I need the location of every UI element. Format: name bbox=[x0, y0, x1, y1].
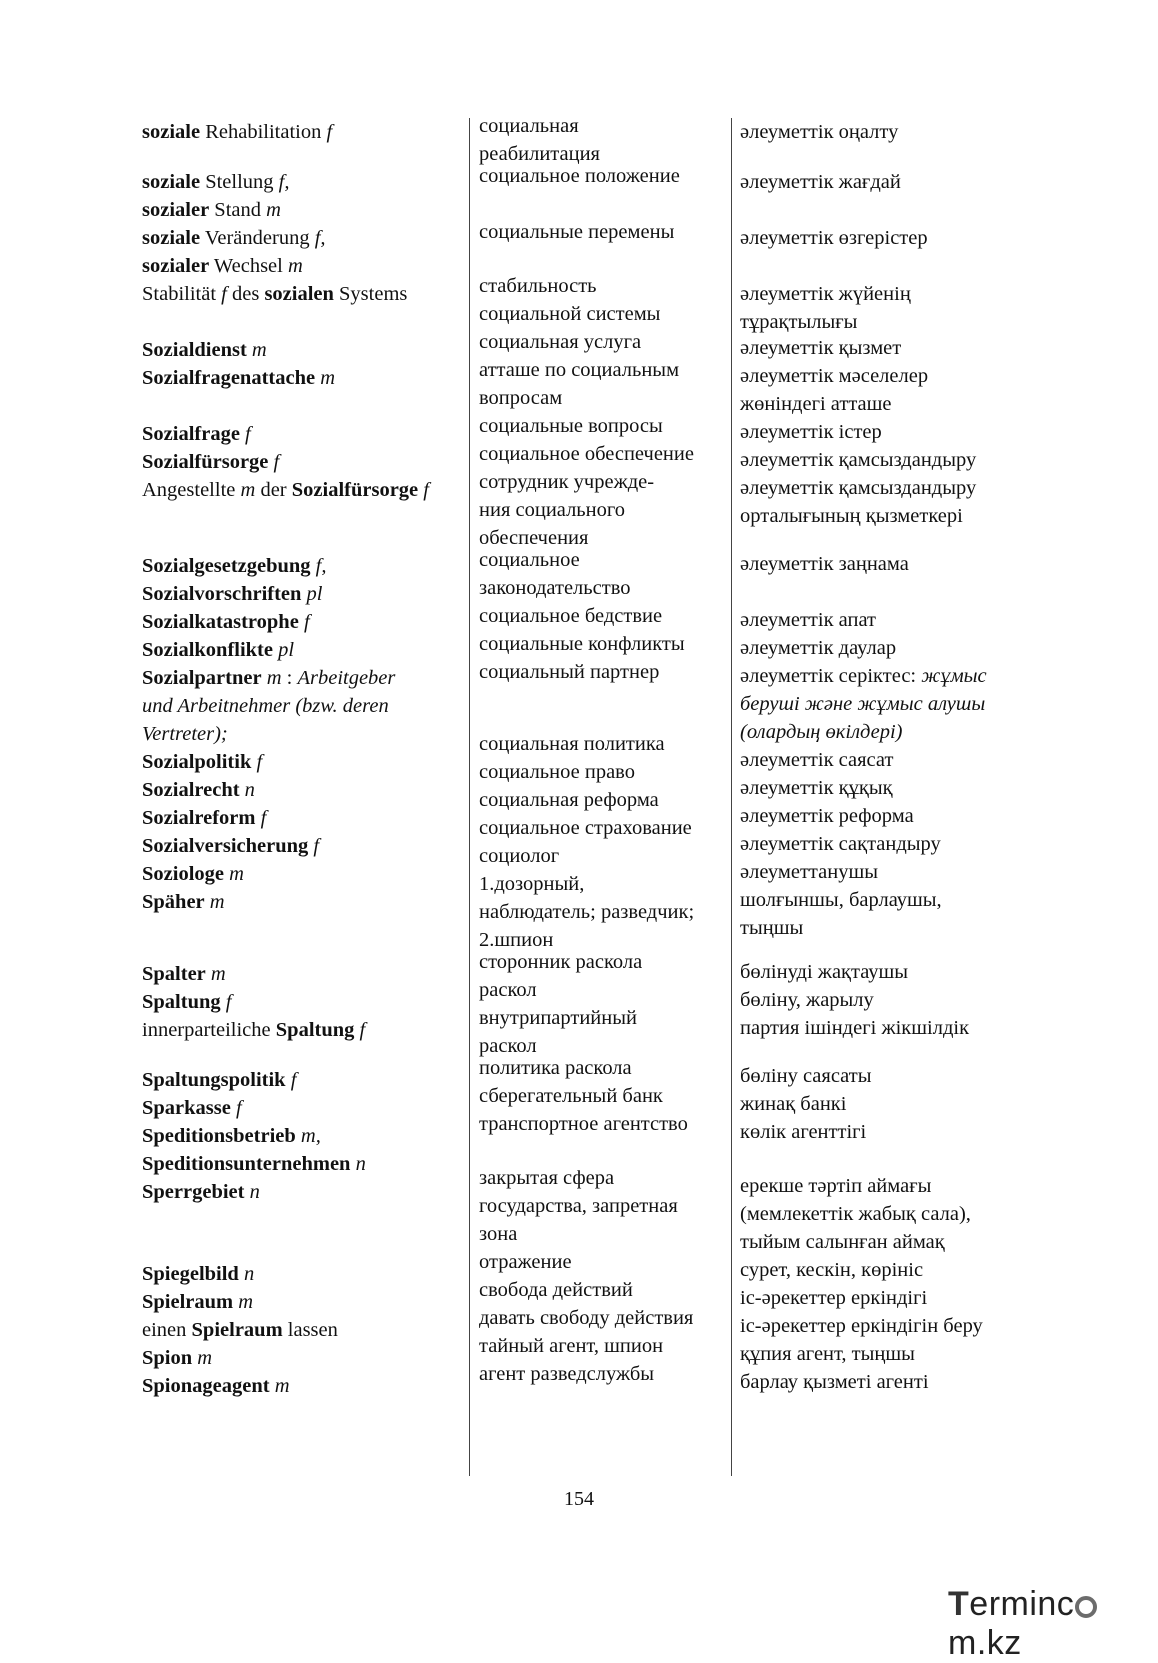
russian-translation-line: сторонник раскола bbox=[479, 951, 643, 973]
german-term-line bbox=[142, 118, 332, 146]
german-term-text: : bbox=[281, 667, 298, 689]
kazakh-translation-text: жинақ банкі bbox=[740, 1093, 847, 1115]
german-term-text: Sparkasse bbox=[142, 1097, 231, 1119]
russian-translation-line: социальный партнер bbox=[479, 661, 660, 683]
kazakh-translation-line bbox=[740, 746, 893, 774]
german-term-text: Spaltung bbox=[142, 991, 221, 1013]
german-term-text: m bbox=[266, 667, 282, 689]
german-term-text: Spionageagent bbox=[142, 1375, 270, 1397]
german-term-text: Spielraum bbox=[191, 1319, 283, 1341]
german-term-text: Spaltungspolitik bbox=[142, 1069, 286, 1091]
german-term-text: f bbox=[290, 1069, 297, 1091]
german-term-line bbox=[142, 280, 407, 308]
german-term-text: Rehabilitation bbox=[200, 121, 327, 143]
german-term-text: m bbox=[251, 339, 267, 361]
german-term-text: Arbeitgeber bbox=[297, 667, 396, 689]
german-term-text: Sperrgebiet bbox=[142, 1181, 245, 1203]
german-term-text: Sozialrecht bbox=[142, 779, 240, 801]
kazakh-translation-text: тыйым салынған аймақ bbox=[740, 1231, 945, 1253]
german-term-text: Speditionsunternehmen bbox=[142, 1153, 351, 1175]
russian-translation-line: атташе по социальным bbox=[479, 359, 680, 381]
kazakh-translation-text: әлеуметтік апат bbox=[740, 609, 876, 631]
german-term-text: Angestellte bbox=[142, 479, 241, 501]
kazakh-translation-text: тұрақтылығы bbox=[740, 311, 858, 333]
german-term-line bbox=[142, 1016, 365, 1044]
german-term-line bbox=[142, 420, 251, 448]
kazakh-translation-text: бөлінуді жақтаушы bbox=[740, 961, 909, 983]
russian-translation-line: реабилитация bbox=[479, 143, 600, 165]
german-term-text: m, bbox=[300, 1125, 321, 1147]
kazakh-translation-line bbox=[740, 1172, 931, 1200]
kazakh-translation-line bbox=[740, 1090, 846, 1118]
german-term-text: Sozialfürsorge bbox=[291, 479, 419, 501]
logo-prefix: T bbox=[948, 1585, 970, 1623]
german-term-text: Soziologe bbox=[142, 863, 224, 885]
russian-translation-line: социолог bbox=[479, 845, 560, 867]
russian-translation-line: закрытая сфера bbox=[479, 1167, 615, 1189]
russian-translation-line: социальная услуга bbox=[479, 331, 642, 353]
german-term-text: Sozialfürsorge bbox=[142, 451, 269, 473]
kazakh-translation-line bbox=[740, 224, 928, 252]
german-term-text: soziale bbox=[142, 227, 201, 249]
german-term-text: Spielraum bbox=[142, 1291, 234, 1313]
german-term-text: f bbox=[260, 807, 267, 829]
german-term-line bbox=[142, 720, 228, 748]
russian-translation-line: законодательство bbox=[479, 577, 631, 599]
kazakh-translation-text: беруші және жұмыс алушы bbox=[740, 693, 986, 715]
russian-translation-line: свобода действий bbox=[479, 1279, 633, 1301]
kazakh-translation-text: барлау қызметі агенті bbox=[740, 1371, 929, 1393]
german-term-text: Sozialgesetzgebung bbox=[142, 555, 311, 577]
german-term-text: innerparteiliche bbox=[142, 1019, 276, 1041]
kazakh-translation-line bbox=[740, 1256, 923, 1284]
german-term-text: m bbox=[274, 1375, 290, 1397]
russian-translation-line: социальное обеспечение bbox=[479, 443, 694, 465]
russian-translation-line: стабильность bbox=[479, 275, 597, 297]
russian-translation-line: социальное бедствие bbox=[479, 605, 663, 627]
kazakh-translation-text: жұмыс bbox=[921, 665, 987, 687]
kazakh-translation-line bbox=[740, 1368, 929, 1396]
german-term-line bbox=[142, 1372, 290, 1400]
german-term-line bbox=[142, 1260, 254, 1288]
german-term-text: m bbox=[320, 367, 336, 389]
russian-translation-line: социальное страхование bbox=[479, 817, 692, 839]
german-term-text: f bbox=[245, 423, 251, 445]
german-term-line bbox=[142, 1344, 212, 1372]
kazakh-translation-line bbox=[740, 858, 878, 886]
kazakh-translation-line bbox=[740, 308, 857, 336]
german-term-text: Sozialvorschriften bbox=[142, 583, 302, 605]
german-term-text: m bbox=[266, 199, 281, 221]
german-term-text: Sozialfrage bbox=[142, 423, 240, 445]
german-term-text: m bbox=[240, 479, 256, 501]
russian-translation-line: государства, запретная bbox=[479, 1195, 678, 1217]
german-term-text: m bbox=[238, 1291, 254, 1313]
german-term-text: soziale bbox=[142, 171, 201, 193]
russian-translation-line: зона bbox=[479, 1223, 518, 1245]
german-term-text: einen bbox=[142, 1319, 192, 1341]
german-term-text: des bbox=[226, 283, 265, 305]
russian-translation-line: тайный агент, шпион bbox=[479, 1335, 664, 1357]
german-term-text: f bbox=[303, 611, 310, 633]
russian-translation-line: внутрипартийный bbox=[479, 1007, 637, 1029]
german-term-line bbox=[142, 552, 327, 580]
german-term-line bbox=[142, 476, 429, 504]
kazakh-translation-text: әлеуметтік заңнама bbox=[740, 553, 909, 575]
german-term-line bbox=[142, 888, 225, 916]
german-term-text: f bbox=[423, 479, 429, 501]
german-term-text: f bbox=[256, 751, 263, 773]
german-term-text: sozialer bbox=[142, 199, 210, 221]
german-term-line bbox=[142, 1178, 260, 1206]
kazakh-translation-line bbox=[740, 830, 941, 858]
kazakh-translation-line bbox=[740, 550, 909, 578]
kazakh-translation-text: әлеуметтік істер bbox=[740, 421, 882, 443]
german-term-line bbox=[142, 664, 395, 692]
logo-circle-icon bbox=[1075, 1596, 1097, 1618]
german-term-text: Speditionsbetrieb bbox=[142, 1125, 296, 1147]
german-term-text: soziale bbox=[142, 121, 201, 143]
german-term-line bbox=[142, 1066, 296, 1094]
kazakh-translation-text: жөніндегі атташе bbox=[740, 393, 892, 415]
kazakh-translation-line bbox=[740, 662, 987, 690]
kazakh-translation-line bbox=[740, 1118, 866, 1146]
kazakh-translation-text: әлеуметтік қызмет bbox=[740, 337, 902, 359]
german-term-text: n bbox=[244, 779, 255, 801]
german-term-line bbox=[142, 608, 310, 636]
russian-translation-line: давать свободу действия bbox=[479, 1307, 694, 1329]
german-term-text: lassen bbox=[282, 1319, 338, 1341]
german-term-line bbox=[142, 692, 389, 720]
german-term-text: f bbox=[326, 121, 333, 143]
kazakh-translation-line bbox=[740, 474, 976, 502]
german-term-text: der bbox=[255, 479, 292, 501]
kazakh-translation-text: әлеуметтік қамсыздандыру bbox=[740, 477, 977, 499]
german-term-line bbox=[142, 988, 231, 1016]
german-term-text: Sozialkonflikte bbox=[142, 639, 273, 661]
kazakh-translation-line bbox=[740, 446, 976, 474]
kazakh-translation-line bbox=[740, 334, 901, 362]
russian-translation-line: социальное bbox=[479, 549, 580, 571]
kazakh-translation-line bbox=[740, 118, 898, 146]
russian-translation-line: сотрудник учрежде- bbox=[479, 471, 655, 493]
german-term-text: m bbox=[210, 963, 226, 985]
kazakh-translation-text: тыңшы bbox=[740, 917, 804, 939]
kazakh-translation-text: әлеуметтік жағдай bbox=[740, 171, 901, 193]
kazakh-translation-text: әлеуметтік құқық bbox=[740, 777, 893, 799]
russian-translation-line: социальная bbox=[479, 115, 579, 137]
german-term-text: f bbox=[221, 283, 227, 305]
german-term-text: f, bbox=[315, 555, 327, 577]
russian-translation-line: социальные перемены bbox=[479, 221, 675, 243]
russian-translation-line: раскол bbox=[479, 979, 537, 1001]
german-term-text: n bbox=[249, 1181, 260, 1203]
kazakh-translation-text: (мемлекеттік жабық сала), bbox=[740, 1203, 971, 1225]
russian-translation-line: социальное положение bbox=[479, 165, 680, 187]
german-term-line bbox=[142, 1316, 338, 1344]
kazakh-translation-text: әлеуметтік сақтандыру bbox=[740, 833, 941, 855]
kazakh-translation-line bbox=[740, 362, 928, 390]
german-term-line bbox=[142, 168, 290, 196]
german-term-text: Vertreter); bbox=[142, 723, 228, 745]
german-term-text: Veränderung bbox=[200, 227, 315, 249]
russian-translation-line: социальное право bbox=[479, 761, 635, 783]
german-term-text: Spaltung bbox=[275, 1019, 355, 1041]
german-term-text: n bbox=[355, 1153, 366, 1175]
kazakh-translation-line bbox=[740, 168, 901, 196]
kazakh-translation-line bbox=[740, 1340, 915, 1368]
kazakh-translation-line bbox=[740, 1228, 945, 1256]
russian-translation-line: 2.шпион bbox=[479, 929, 554, 951]
column-divider bbox=[469, 118, 470, 1476]
german-term-text: Sozialreform bbox=[142, 807, 256, 829]
page-number: 154 bbox=[564, 1488, 594, 1510]
kazakh-translation-line bbox=[740, 390, 892, 418]
german-term-text: Sozialfragenattache bbox=[142, 367, 316, 389]
kazakh-translation-text: әлеуметтік мәселелер bbox=[740, 365, 929, 387]
kazakh-translation-text: әлеуметтік жүйенің bbox=[740, 283, 911, 305]
german-term-text: Sozialkatastrophe bbox=[142, 611, 299, 633]
german-term-text: Spiegelbild bbox=[142, 1263, 239, 1285]
german-term-text: Stabilität bbox=[142, 283, 222, 305]
russian-translation-line: социальной системы bbox=[479, 303, 661, 325]
kazakh-translation-text: әлеуметтік өзгерістер bbox=[740, 227, 928, 249]
kazakh-translation-line bbox=[740, 1014, 969, 1042]
kazakh-translation-line bbox=[740, 958, 908, 986]
german-term-text: Späher bbox=[142, 891, 205, 913]
german-term-line bbox=[142, 1094, 242, 1122]
logo-middle: erminc bbox=[969, 1585, 1075, 1623]
german-term-text: sozialen bbox=[264, 283, 334, 305]
kazakh-translation-text: әлеуметтік саясат bbox=[740, 749, 894, 771]
german-term-line bbox=[142, 804, 266, 832]
kazakh-translation-line bbox=[740, 1284, 927, 1312]
kazakh-translation-line bbox=[740, 774, 893, 802]
german-term-line bbox=[142, 1122, 321, 1150]
kazakh-translation-line bbox=[740, 502, 963, 530]
german-term-line bbox=[142, 252, 303, 280]
kazakh-translation-text: көлік агенттігі bbox=[740, 1121, 867, 1143]
kazakh-translation-line bbox=[740, 606, 876, 634]
kazakh-translation-text: әлеуметтік оңалту bbox=[740, 121, 899, 143]
german-term-text: f bbox=[273, 451, 280, 473]
german-term-text: f, bbox=[278, 171, 290, 193]
kazakh-translation-line bbox=[740, 1200, 971, 1228]
russian-translation-line: наблюдатель; разведчик; bbox=[479, 901, 695, 923]
kazakh-translation-text: құпия агент, тыңшы bbox=[740, 1343, 915, 1365]
kazakh-translation-text: әлеуметтік реформа bbox=[740, 805, 914, 827]
kazakh-translation-line bbox=[740, 634, 896, 662]
german-term-text: f bbox=[313, 835, 320, 857]
kazakh-translation-text: әлеуметтанушы bbox=[740, 861, 879, 883]
german-term-text: f bbox=[235, 1097, 242, 1119]
german-term-text: Stellung bbox=[200, 171, 279, 193]
german-term-line bbox=[142, 776, 255, 804]
german-term-text: m bbox=[287, 255, 303, 277]
kazakh-translation-text: ерекше тәртіп аймағы bbox=[740, 1175, 932, 1197]
kazakh-translation-text: шолғыншы, барлаушы, bbox=[740, 889, 942, 911]
kazakh-translation-text: іс-әрекеттер еркіндігін беру bbox=[740, 1315, 983, 1337]
german-term-text: n bbox=[243, 1263, 255, 1285]
german-term-text: m bbox=[209, 891, 225, 913]
kazakh-translation-text: орталығының қызметкері bbox=[740, 505, 963, 527]
kazakh-translation-line bbox=[740, 418, 882, 446]
russian-translation-line: отражение bbox=[479, 1251, 572, 1273]
kazakh-translation-line bbox=[740, 914, 803, 942]
russian-translation-line: социальные конфликты bbox=[479, 633, 685, 655]
german-term-line bbox=[142, 1288, 253, 1316]
russian-translation-line: социальная реформа bbox=[479, 789, 659, 811]
kazakh-translation-text: әлеуметтік даулар bbox=[740, 637, 897, 659]
russian-translation-line: социальные вопросы bbox=[479, 415, 663, 437]
kazakh-translation-text: әлеуметтік қамсыздандыру bbox=[740, 449, 977, 471]
kazakh-translation-line bbox=[740, 986, 874, 1014]
german-term-line bbox=[142, 636, 294, 664]
kazakh-translation-text: әлеуметтік серіктес: bbox=[740, 665, 922, 687]
german-term-line bbox=[142, 960, 226, 988]
russian-translation-line: транспортное агентство bbox=[479, 1113, 688, 1135]
german-term-text: f bbox=[359, 1019, 366, 1041]
kazakh-translation-line bbox=[740, 802, 914, 830]
russian-translation-line: агент разведслужбы bbox=[479, 1363, 655, 1385]
german-term-text: m bbox=[229, 863, 244, 885]
german-term-text: m bbox=[197, 1347, 213, 1369]
kazakh-translation-line bbox=[740, 886, 942, 914]
german-term-text: Sozialversicherung bbox=[142, 835, 309, 857]
german-term-text: und Arbeitnehmer (bzw. deren bbox=[142, 695, 389, 717]
termincom-logo[interactable] bbox=[948, 1585, 1158, 1663]
german-term-line bbox=[142, 1150, 366, 1178]
russian-translation-line: ния социального bbox=[479, 499, 626, 521]
kazakh-translation-text: (олардың өкілдері) bbox=[740, 721, 903, 743]
kazakh-translation-line bbox=[740, 1062, 871, 1090]
russian-translation-line: политика раскола bbox=[479, 1057, 632, 1079]
german-term-line bbox=[142, 196, 281, 224]
kazakh-translation-line bbox=[740, 690, 985, 718]
german-term-line bbox=[142, 832, 319, 860]
german-term-line bbox=[142, 580, 323, 608]
german-term-line bbox=[142, 748, 262, 776]
kazakh-translation-text: бөліну саясаты bbox=[740, 1065, 872, 1087]
german-term-line bbox=[142, 336, 267, 364]
german-term-text: pl bbox=[306, 583, 323, 605]
kazakh-translation-text: сурет, кескін, көрініс bbox=[740, 1259, 924, 1281]
german-term-text: Wechsel bbox=[209, 255, 288, 277]
kazakh-translation-line bbox=[740, 280, 911, 308]
german-term-text: Stand bbox=[209, 199, 267, 221]
russian-translation-line: вопросам bbox=[479, 387, 563, 409]
russian-translation-line: социальная политика bbox=[479, 733, 665, 755]
german-term-text: Spion bbox=[142, 1347, 193, 1369]
german-term-text: sozialer bbox=[142, 255, 210, 277]
russian-translation-line: сберегательный банк bbox=[479, 1085, 663, 1107]
kazakh-translation-text: бөліну, жарылу bbox=[740, 989, 874, 1011]
kazakh-translation-line bbox=[740, 718, 903, 746]
german-term-text: Systems bbox=[333, 283, 408, 305]
german-term-text: pl bbox=[278, 639, 295, 661]
kazakh-translation-text: партия ішіндегі жікшілдік bbox=[740, 1017, 970, 1039]
column-divider bbox=[731, 118, 732, 1476]
german-term-line bbox=[142, 448, 279, 476]
german-term-line bbox=[142, 224, 326, 252]
logo-suffix: m.kz bbox=[948, 1624, 1022, 1662]
kazakh-translation-text: іс-әрекеттер еркіндігі bbox=[740, 1287, 928, 1309]
german-term-text: f, bbox=[314, 227, 326, 249]
german-term-text: Sozialpolitik bbox=[142, 751, 252, 773]
russian-translation-line: 1.дозорный, bbox=[479, 873, 585, 895]
german-term-line bbox=[142, 364, 335, 392]
german-term-text: Spalter bbox=[142, 963, 206, 985]
russian-translation-line: раскол bbox=[479, 1035, 537, 1057]
german-term-text: Sozialdienst bbox=[142, 339, 247, 361]
german-term-line bbox=[142, 860, 244, 888]
german-term-text: Sozialpartner bbox=[142, 667, 262, 689]
kazakh-translation-line bbox=[740, 1312, 983, 1340]
german-term-text: f bbox=[225, 991, 232, 1013]
russian-translation-line: обеспечения bbox=[479, 527, 589, 549]
